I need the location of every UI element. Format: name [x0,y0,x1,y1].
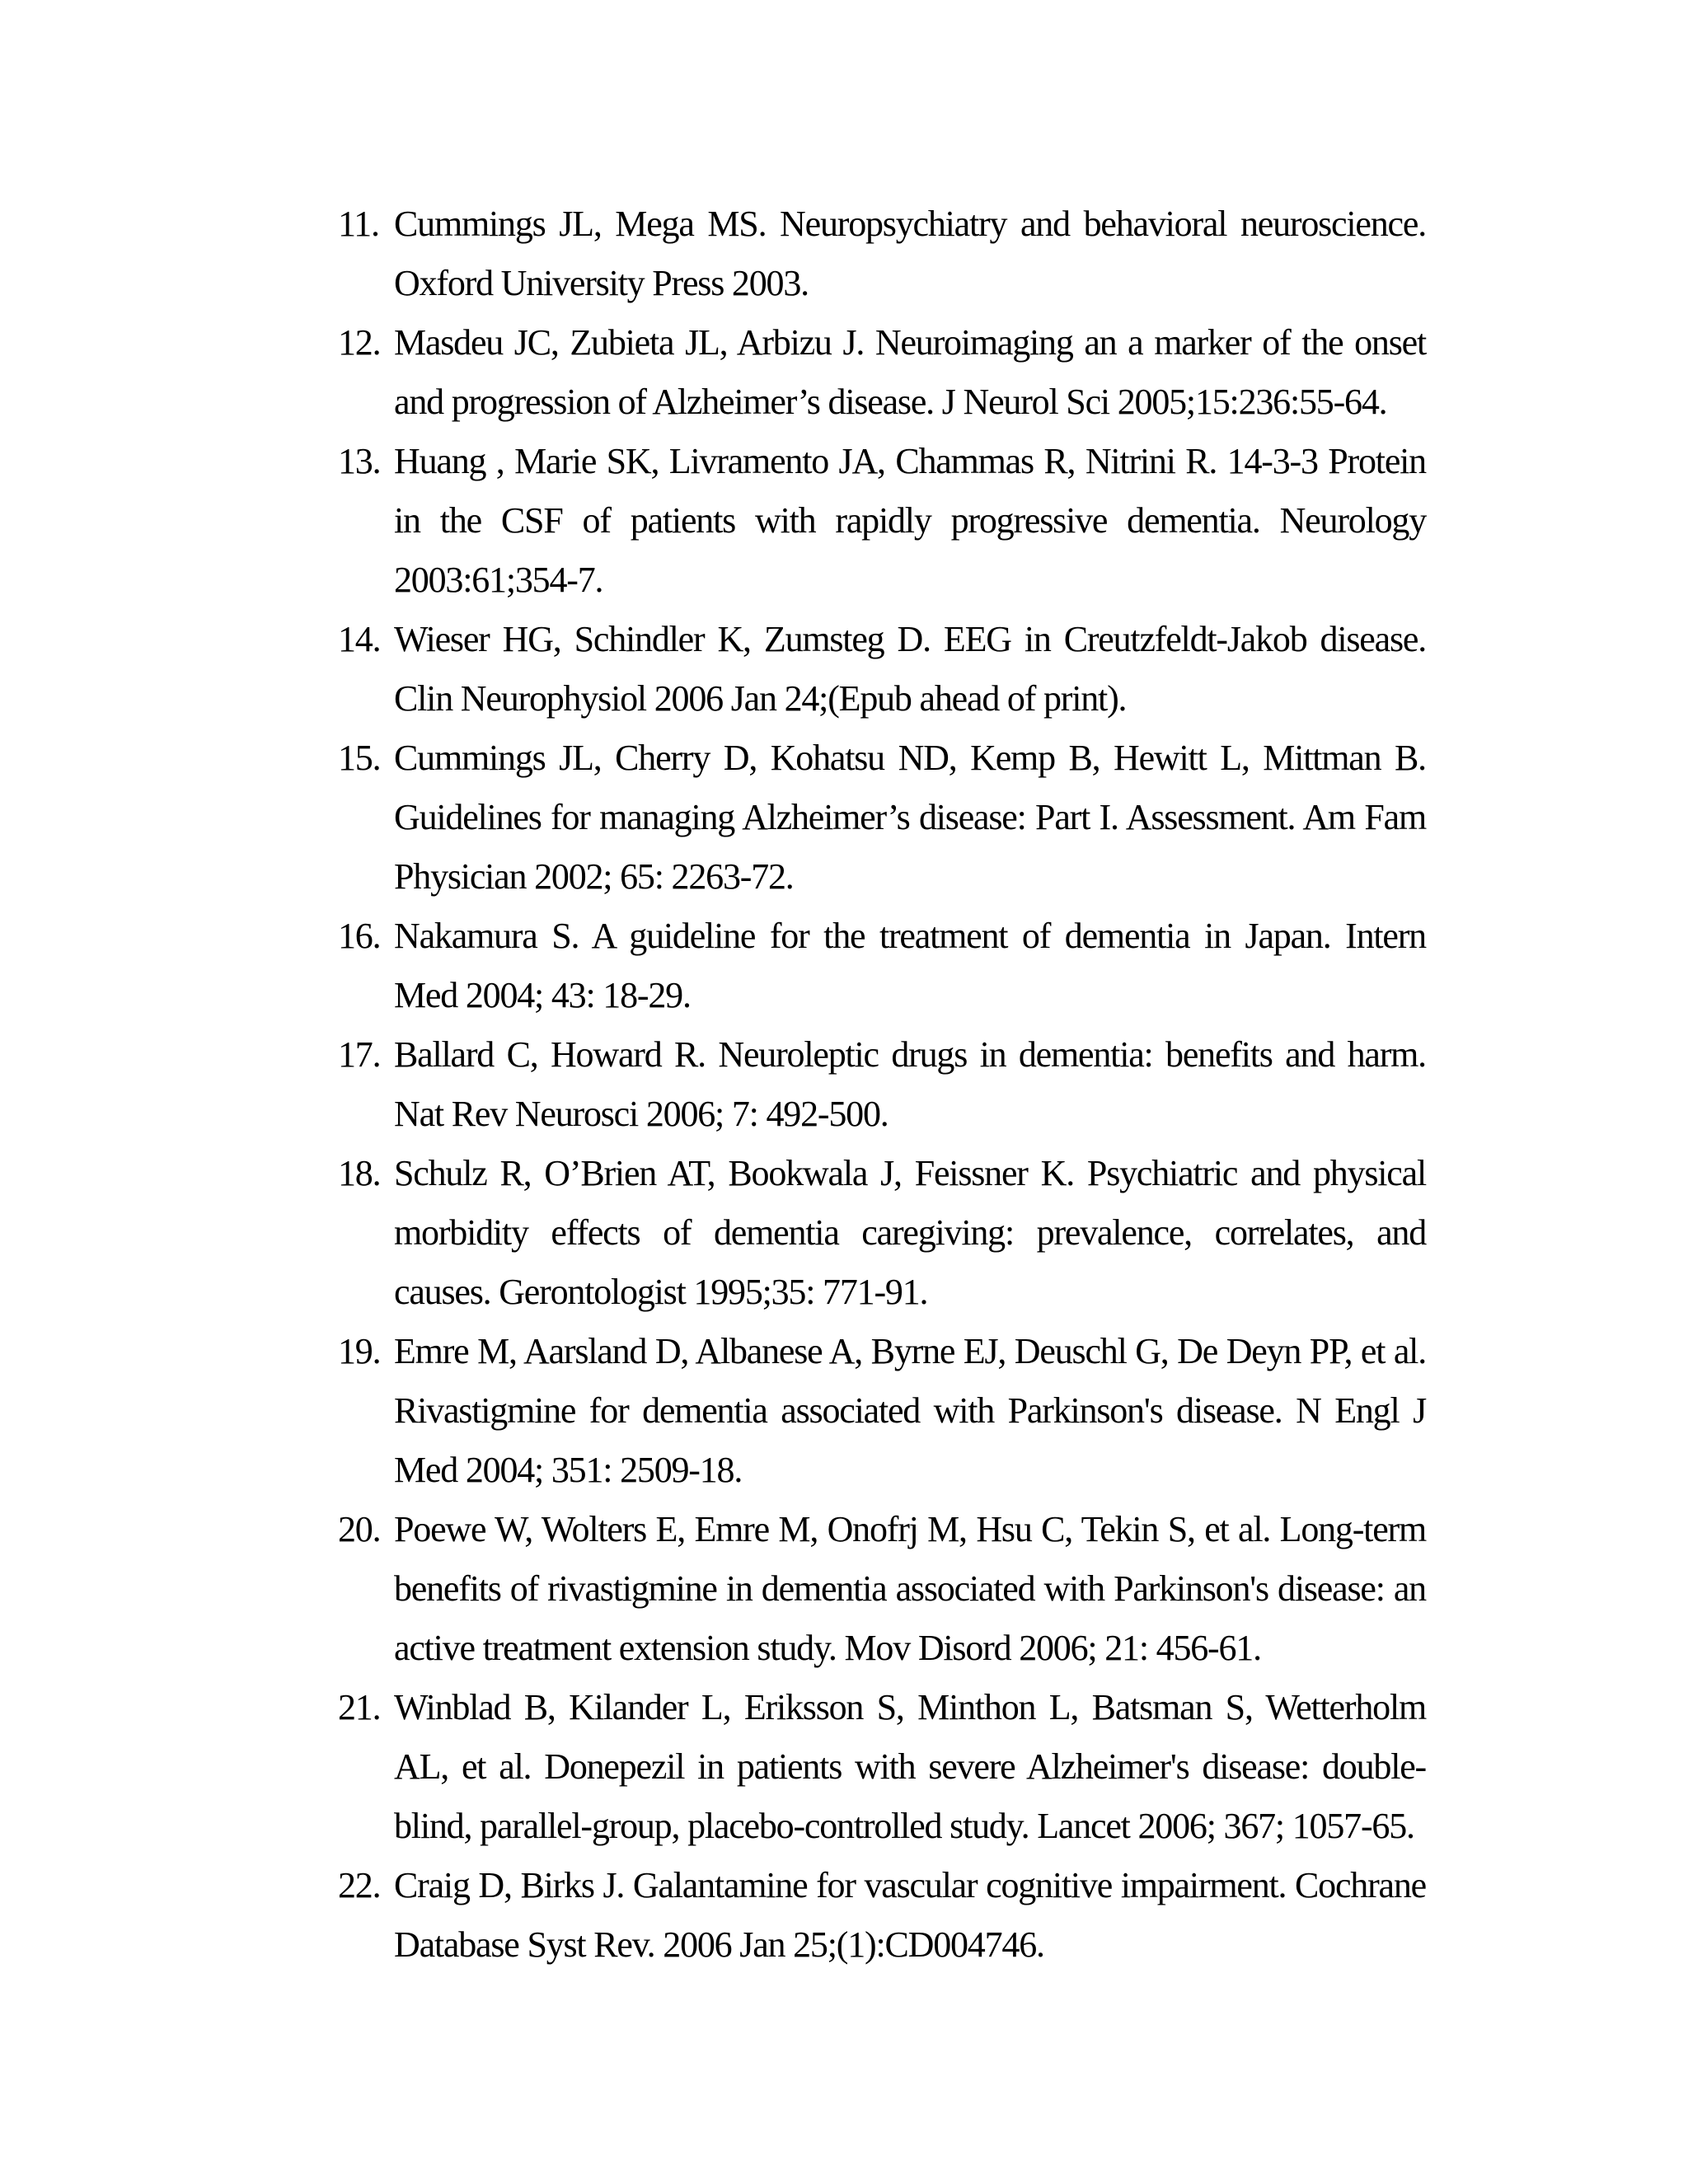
reference-text: Wieser HG, Schindler K, Zumsteg D. EEG in Creutzfeldt-Jakob disease. Clin Neurophysiol 2006 Jan 24;(Epub ahead of print). [394,619,1426,719]
reference-number: 19. [338,1331,381,1371]
reference-item [338,907,1426,1025]
reference-item [338,1025,1426,1144]
reference-text: Schulz R, O’Brien AT, Bookwala J, Feissner K. Psychiatric and physical morbidity effects of dementia caregiving: prevalence, correlates, and causes. Gerontologist 1995;35: 771-91. [394,1153,1426,1312]
reference-number: 11. [338,204,379,244]
reference-number: 17. [338,1034,381,1075]
reference-item [338,194,1426,313]
reference-text: Nakamura S. A guideline for the treatment of dementia in Japan. Intern Med 2004; 43: 18-29. [394,916,1426,1015]
reference-text: Craig D, Birks J. Galantamine for vascular cognitive impairment. Cochrane Database Syst Rev. 2006 Jan 25;(1):CD004746. [394,1865,1426,1965]
reference-number: 20. [338,1509,381,1549]
reference-number: 22. [338,1865,381,1905]
reference-item [338,1500,1426,1678]
reference-number: 12. [338,322,381,363]
reference-item [338,1856,1426,1975]
reference-number: 15. [338,738,381,778]
reference-text: Masdeu JC, Zubieta JL, Arbizu J. Neuroimaging an a marker of the onset and progression of Alzheimer’s disease. J Neurol Sci 2005;15:236:55-64. [394,322,1426,422]
reference-number: 13. [338,441,381,481]
reference-item [338,610,1426,729]
reference-text: Ballard C, Howard R. Neuroleptic drugs in dementia: benefits and harm. Nat Rev Neurosci 2006; 7: 492-500. [394,1034,1426,1134]
reference-text: Huang , Marie SK, Livramento JA, Chammas R, Nitrini R. 14-3-3 Protein in the CSF of patients with rapidly progressive dementia. Neurology 2003:61;354-7. [394,441,1426,600]
reference-text: Cummings JL, Cherry D, Kohatsu ND, Kemp B, Hewitt L, Mittman B. Guidelines for managing Alzheimer’s disease: Part I. Assessment. Am Fam Physician 2002; 65: 2263-72. [394,738,1426,897]
reference-text: Emre M, Aarsland D, Albanese A, Byrne EJ, Deuschl G, De Deyn PP, et al. Rivastigmine for dementia associated with Parkinson's disease. N Engl J Med 2004; 351: 2509-18. [394,1331,1426,1490]
reference-item [338,313,1426,432]
reference-text: Cummings JL, Mega MS. Neuropsychiatry and behavioral neuroscience. Oxford University Press 2003. [394,204,1426,303]
reference-item [338,1678,1426,1856]
reference-item [338,432,1426,610]
reference-number: 18. [338,1153,381,1193]
reference-text: Poewe W, Wolters E, Emre M, Onofrj M, Hsu C, Tekin S, et al. Long-term benefits of rivastigmine in dementia associated with Parkinson's disease: an active treatment extension study. Mov Disord 2006; 21: 456-61. [394,1509,1426,1668]
reference-number: 21. [338,1687,381,1727]
reference-number: 14. [338,619,381,659]
reference-item [338,1322,1426,1500]
reference-text: Winblad B, Kilander L, Eriksson S, Minthon L, Batsman S, Wetterholm AL, et al. Donepezil in patients with severe Alzheimer's disease: double-blind, parallel-group, placebo-controlled study. Lancet 2006; 367; 1057-65. [394,1687,1426,1846]
reference-number: 16. [338,916,381,956]
reference-list [338,194,1426,1975]
reference-item [338,1144,1426,1322]
reference-item [338,729,1426,907]
